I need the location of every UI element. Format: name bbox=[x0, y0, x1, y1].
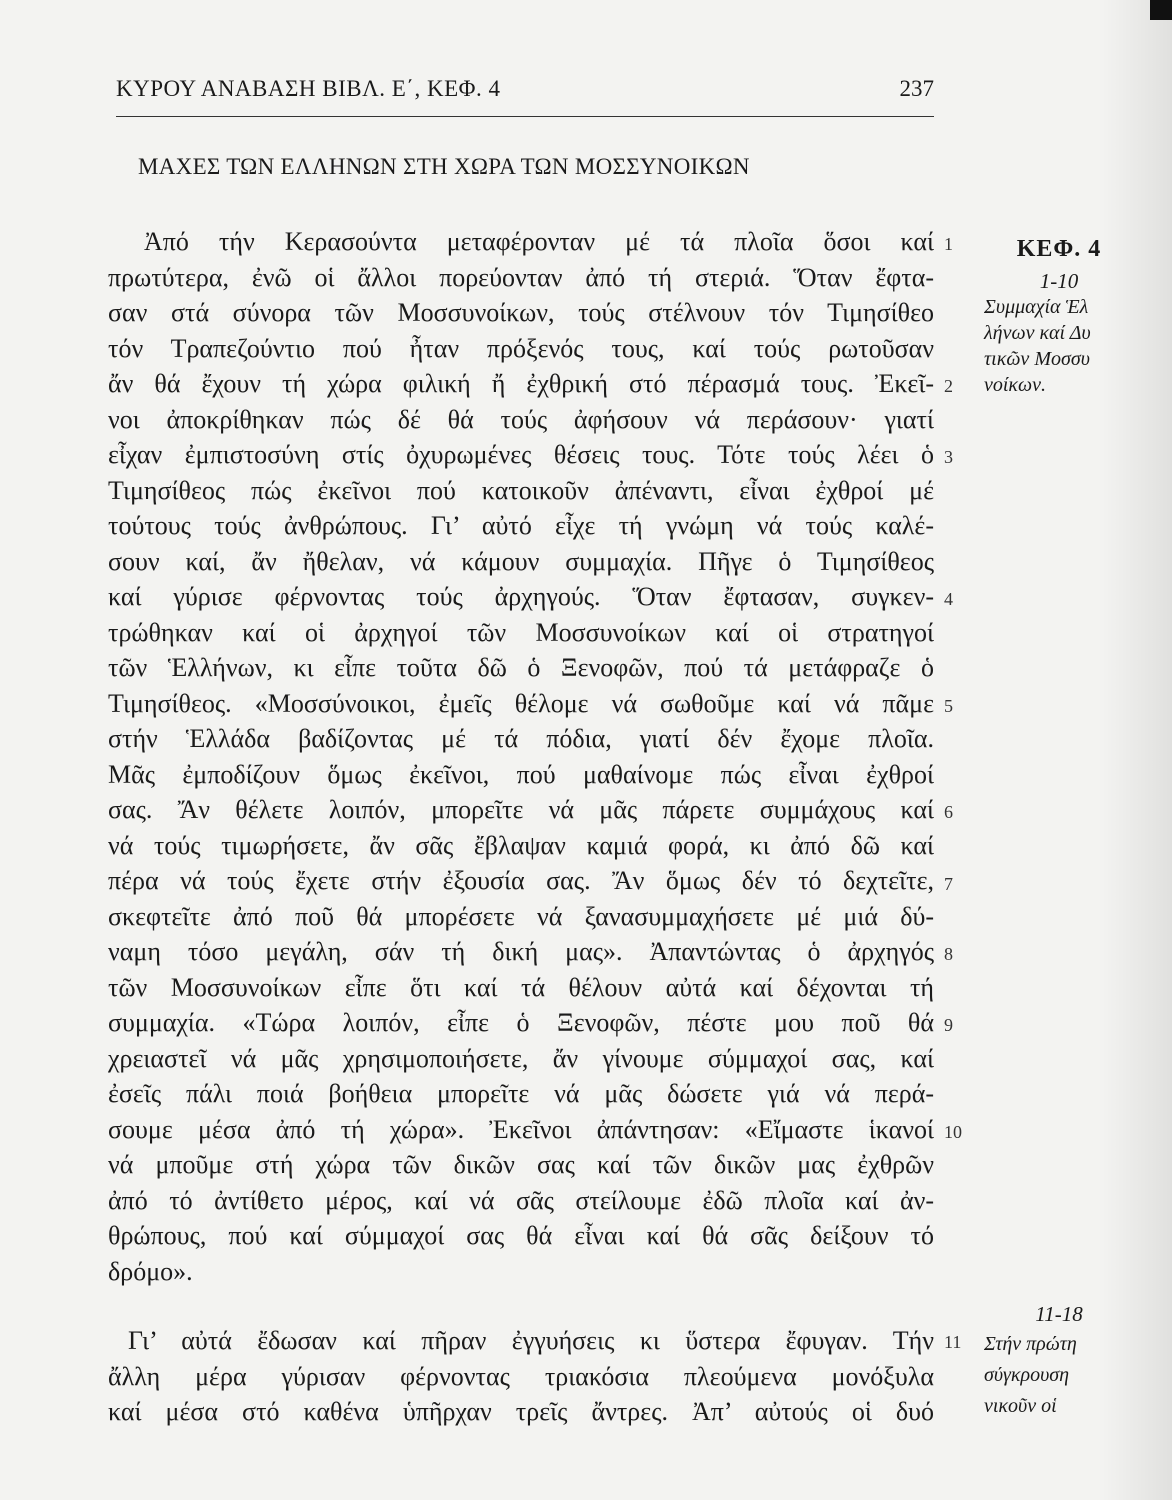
verse-number: 3 bbox=[944, 447, 953, 467]
body-text bbox=[108, 224, 934, 1430]
page-number: 237 bbox=[899, 76, 934, 101]
note-line: Στήν πρώτη bbox=[984, 1333, 1077, 1355]
verse-number: 2 bbox=[944, 376, 953, 396]
body-line: νοι ἀποκρίθηκαν πώς δέ θά τούς ἀφήσουν νά περάσουν· γιατί bbox=[108, 404, 934, 434]
note-line: σύγκρουση bbox=[984, 1364, 1070, 1386]
body-line: τῶν Ἑλλήνων, κι εἶπε τοῦτα δῶ ὁ Ξενοφῶν, πού τά μετάφραζε ὁ bbox=[108, 653, 934, 682]
verse-number: 9 bbox=[944, 1015, 953, 1035]
body-line: χρειαστεῖ νά μᾶς χρησιμοποιήσετε, ἄν γίνουμε σύμμαχοί σας, καί bbox=[108, 1043, 934, 1073]
verse-number: 10 bbox=[944, 1122, 962, 1142]
body-line: ἀπό τό ἀντίθετο μέρος, καί νά σᾶς στείλουμε ἐδῶ πλοῖα καί ἀν- bbox=[108, 1185, 934, 1215]
verse-number: 11 bbox=[944, 1332, 962, 1352]
body-line: σκεφτεῖτε ἀπό ποῦ θά μπορέσετε νά ξανασυμμαχήσετε μέ μιά δύ- bbox=[108, 901, 934, 931]
running-title: ΚΥΡΟΥ ΑΝΑΒΑΣΗ ΒΙΒΛ. Ε΄, ΚΕΦ. 4 bbox=[116, 76, 501, 101]
body-line: σουμε μέσα ἀπό τή χώρα». Ἐκεῖνοι ἀπάντησαν: «Εἴμαστε ἱκανοί bbox=[108, 1114, 934, 1144]
body-line: στήν Ἑλλάδα βαδίζοντας μέ τά πόδια, γιατί δέν ἔχομε πλοῖα. bbox=[108, 724, 934, 753]
body-line: συμμαχία. «Τώρα λοιπόν, εἶπε ὁ Ξενοφῶν, πέστε μου ποῦ θά bbox=[108, 1008, 934, 1037]
running-header bbox=[116, 76, 934, 110]
body-line: πρωτύτερα, ἐνῶ οἱ ἄλλοι πορεύονταν ἀπό τή στεριά. Ὅταν ἔφτα- bbox=[108, 262, 934, 292]
verse-number: 6 bbox=[944, 802, 953, 822]
verse-number: 8 bbox=[944, 944, 953, 964]
note-line: τικῶν Μοσσυ bbox=[984, 348, 1090, 370]
note-line: νικοῦν οἱ bbox=[984, 1395, 1057, 1417]
body-line: Τιμησίθεος. «Μοσσύνοικοι, ἐμεῖς θέλομε νά σωθοῦμε καί νά πᾶμε bbox=[108, 688, 934, 718]
body-line: ἐσεῖς πάλι ποιά βοήθεια μπορεῖτε νά μᾶς δώσετε γιά νά περά- bbox=[108, 1079, 934, 1108]
body-line: ἄν θά ἔχουν τή χώρα φιλική ἤ ἐχθρική στό πέρασμά τους. Ἐκεῖ- bbox=[108, 369, 934, 398]
margin-note-1 bbox=[984, 236, 1172, 398]
body-line: σας. Ἄν θέλετε λοιπόν, μπορεῖτε νά μᾶς πάρετε συμμάχους καί bbox=[108, 795, 934, 824]
verse-number: 1 bbox=[944, 234, 953, 254]
body-line: Ἀπό τήν Κερασούντα μεταφέρονταν μέ τά πλοῖα ὅσοι καί bbox=[144, 227, 934, 256]
note-line: Συμμαχία Ἑλ bbox=[984, 296, 1089, 318]
body-line: καί γύρισε φέρνοντας τούς ἀρχηγούς. Ὅταν ἔφτασαν, συγκεν- bbox=[108, 582, 934, 611]
body-line: πέρα νά τούς ἔχετε στήν ἐξουσία σας. Ἄν ὅμως δέν τό δεχτεῖτε, bbox=[108, 866, 934, 895]
verse-number: 7 bbox=[944, 874, 953, 894]
chapter-label: ΚΕΦ. 4 bbox=[1016, 236, 1102, 262]
verse-number: 4 bbox=[944, 589, 953, 609]
body-line: Γι’ αὐτά ἔδωσαν καί πῆραν ἐγγυήσεις κι ὕστερα ἔφυγαν. Τήν bbox=[128, 1326, 934, 1355]
body-line: ἄλλη μέρα γύρισαν φέρνοντας τριακόσια πλεούμενα μονόξυλα bbox=[108, 1361, 934, 1391]
note-range: 11-18 bbox=[1035, 1302, 1083, 1326]
body-line: τῶν Μοσσυνοίκων εἶπε ὅτι καί τά θέλουν αὐτά καί δέχονται τή bbox=[108, 972, 934, 1002]
note-line: νοίκων. bbox=[984, 374, 1047, 396]
corner-mark bbox=[1150, 0, 1172, 20]
body-line: τρώθηκαν καί οἱ ἀρχηγοί τῶν Μοσσυνοίκων καί οἱ στρατηγοί bbox=[108, 617, 934, 647]
body-line: σαν στά σύνορα τῶν Μοσσυνοίκων, τούς στέλνουν τόν Τιμησίθεο bbox=[108, 298, 934, 327]
note-range: 1-10 bbox=[1039, 269, 1079, 293]
body-line: Μᾶς ἐμποδίζουν ὅμως ἐκεῖνοι, πού μαθαίνομε πώς εἶναι ἐχθροί bbox=[108, 759, 934, 789]
body-line: δρόμο». bbox=[108, 1256, 193, 1286]
body-line: καί μέσα στό καθένα ὑπῆρχαν τρεῖς ἄντρες. Ἀπ’ αὐτούς οἱ δυό bbox=[108, 1397, 934, 1426]
header-rule bbox=[116, 116, 934, 117]
body-line: τούτους τούς ἀνθρώπους. Γι’ αὐτό εἶχε τή γνώμη νά τούς καλέ- bbox=[108, 511, 934, 540]
verse-number: 5 bbox=[944, 696, 953, 716]
body-line: θρώπους, πού καί σύμμαχοί σας θά εἶναι καί θά σᾶς δείξουν τό bbox=[108, 1221, 934, 1250]
body-line: Τιμησίθεος πώς ἐκεῖνοι πού κατοικοῦν ἀπέναντι, εἶναι ἐχθροί μέ bbox=[108, 475, 934, 505]
body-line: νά μποῦμε στή χώρα τῶν δικῶν σας καί τῶν δικῶν μας ἐχθρῶν bbox=[108, 1150, 934, 1179]
page-edge-shadow bbox=[1102, 0, 1172, 1500]
body-line: νά τούς τιμωρήσετε, ἄν σᾶς ἔβλαψαν καμιά φορά, κι ἀπό δῶ καί bbox=[108, 830, 934, 860]
note-line: λήνων καί Δυ bbox=[984, 322, 1091, 344]
body-line: τόν Τραπεζούντιο πού ἦταν πρόξενός τους, καί τούς ρωτοῦσαν bbox=[108, 333, 934, 363]
margin-note-2 bbox=[984, 1296, 1172, 1419]
body-line: εἶχαν ἐμπιστοσύνη στίς ὀχυρωμένες θέσεις τους. Τότε τούς λέει ὁ bbox=[108, 440, 934, 469]
body-line: σουν καί, ἄν ἤθελαν, νά κάμουν συμμαχία. Πῆγε ὁ Τιμησίθεος bbox=[108, 546, 934, 576]
body-line: ναμη τόσο μεγάλη, σάν τή δική μας». Ἀπαντώντας ὁ ἀρχηγός bbox=[108, 937, 934, 966]
section-title: ΜΑΧΕΣ ΤΩΝ ΕΛΛΗΝΩΝ ΣΤΗ ΧΩΡΑ ΤΩΝ ΜΟΣΣΥΝΟΙΚΩΝ bbox=[138, 154, 750, 179]
